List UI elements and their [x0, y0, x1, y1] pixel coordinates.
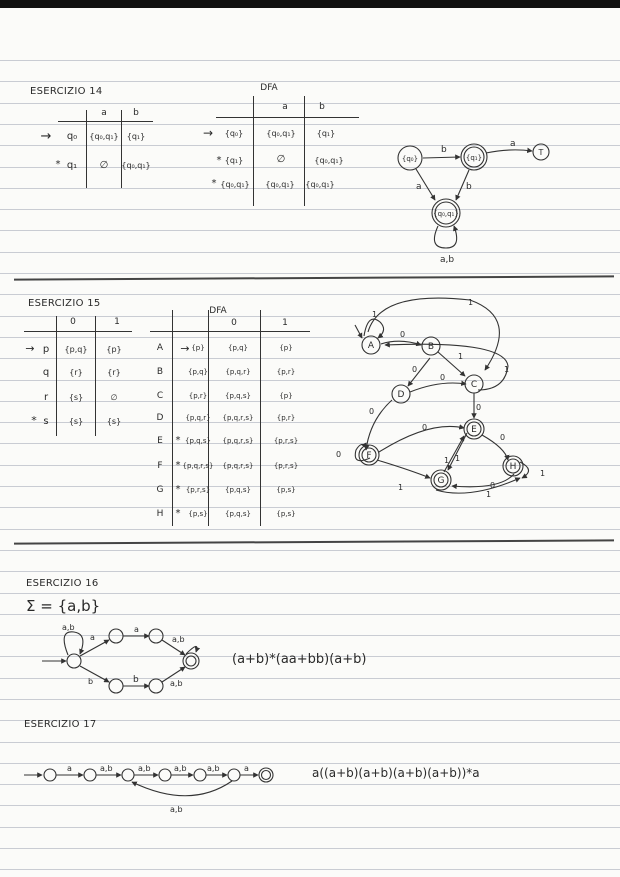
ex15-dfa-header-0: 0 [231, 318, 237, 328]
ex15-edge-label: 0 [500, 433, 506, 442]
ex14-edge-label: b [441, 145, 447, 155]
ex17-back-edge [132, 781, 232, 796]
ex15-nfa-row-mark: → [25, 342, 35, 355]
ex15-dfa-row-name: F [157, 461, 163, 471]
ex15-nfa-cell: {s} [68, 393, 84, 402]
ex14-nfa-state-q1: q₁ [66, 160, 78, 171]
ex15-nfa-row-state: q [42, 367, 50, 378]
ex14-dfa-cell: {q₀,q₁} [265, 180, 295, 189]
ex16-edge-label: a,b [170, 679, 183, 688]
ex15-state-label: D [397, 390, 405, 400]
ex15-state-label: A [367, 341, 375, 351]
ex15-state-label: B [427, 342, 435, 352]
ex15-dfa-row-name: B [156, 367, 164, 377]
ex15-edge-label: 0 [422, 423, 428, 432]
ex15-nfa-cell: {s} [68, 417, 84, 426]
ex17-state [159, 769, 171, 781]
ex15-edge-label: 0 [476, 403, 482, 412]
ex15-edge-label: 1 [458, 352, 464, 361]
ex15-state-label: E [471, 425, 477, 435]
ex14-edge-label: a [510, 139, 516, 149]
ex15-dfa-cell: {p,r} [276, 414, 296, 422]
ex15-dfa-cell: {p,q,r} [225, 368, 251, 376]
ex15-state-label: F [366, 451, 372, 461]
ex15-dfa-row-mark: → [180, 342, 190, 355]
ex15-nfa-cell: {r} [69, 368, 83, 377]
ex17-edge-label: a,b [170, 805, 183, 814]
ex14-state-trap-label: T [538, 148, 544, 157]
ex15-dfa-cell: {p,q,r,s} [222, 437, 254, 445]
ex14-dfa-header-b: b [319, 102, 325, 112]
ex15-dfa-cell: {p,q,s} [225, 510, 251, 518]
ex17-edge-label: a,b [207, 764, 220, 773]
ex15-nfa-header-1: 1 [114, 317, 120, 327]
ex15-state-label: H [509, 462, 517, 472]
ex16-edge-label: a [134, 625, 139, 634]
ex15-dfa-row-state: {p,q,s} [185, 437, 211, 445]
ex14-nfa-cell: ∅ [99, 160, 109, 171]
ex14-nfa-cell: {q₀,q₁} [121, 161, 151, 170]
ex15-nfa-row-state: p [42, 344, 50, 355]
ex15-edge-label: 1 [444, 456, 450, 465]
ex17-state [228, 769, 240, 781]
ex15-dfa-row-name: A [156, 343, 164, 353]
ex15-nfa-cell: {s} [106, 417, 122, 426]
ex16-edge-label: a,b [62, 623, 75, 632]
ex14-edge-label: b [466, 182, 472, 192]
ex14-dfa-final-mark: * [211, 178, 217, 189]
ex16-title: ESERCIZIO 16 [26, 578, 99, 589]
ex15-dfa-row-name: G [156, 485, 164, 495]
ex14-dfa-cell: {q₁} [316, 129, 336, 138]
ex15-edge-label: 0 [490, 481, 496, 490]
ex17-final-state-inner [262, 771, 271, 780]
ex16-edge-label: a [90, 633, 95, 642]
ex15-dfa-row-name: D [156, 413, 164, 423]
ex16-edge-label: b [133, 675, 139, 685]
ex14-state-q0q1-label: {q₀,q₁} [433, 210, 459, 218]
ex15-edge-label: 1 [468, 298, 474, 307]
ex14-dfa-caption: DFA [260, 83, 278, 93]
ex15-edge-label: 1 [486, 490, 492, 499]
ex15-nfa-row-state: s [43, 416, 49, 427]
ex15-edge-label: 1 [540, 469, 546, 478]
ex15-nfa-row-mark: * [31, 414, 37, 427]
ex14-dfa-cell: {q₀,q₁} [266, 129, 296, 138]
ex14-dfa-header-a: a [282, 102, 288, 112]
ex15-dfa-cell: {p,q,s} [225, 392, 251, 400]
ex15-nfa-cell: ∅ [110, 393, 118, 402]
ex15-dfa-row-state: {p,q,r,s} [182, 462, 214, 470]
ex17-state [44, 769, 56, 781]
ex15-dfa-caption: DFA [209, 306, 227, 316]
ex14-state-q1-label: {q₁} [465, 154, 483, 162]
ex15-nfa-row-state: r [43, 392, 49, 403]
ex14-dfa-cell: {q₀,q₁} [314, 156, 344, 165]
ex15-edge-label: 1 [504, 365, 510, 374]
ex15-dfa-cell: {p,s} [276, 510, 296, 518]
ex17-edge-label: a [244, 764, 249, 773]
ex15-title: ESERCIZIO 15 [28, 298, 101, 309]
ex14-dfa-final-mark: * [216, 155, 222, 166]
ex14-dfa-cell: {q₀,q₁} [305, 180, 335, 189]
ex14-dfa-state: {q₀,q₁} [220, 180, 250, 189]
ex16-edge-label: b [88, 677, 94, 686]
ex15-dfa-row-state: {p,q} [187, 368, 209, 376]
ex16-edge-label: a,b [172, 635, 185, 644]
ex16-regex: (a+b)*(aa+bb)(a+b) [232, 652, 367, 667]
ex17-edge-label: a,b [174, 764, 187, 773]
ex15-dfa-row-mark: * [175, 435, 181, 446]
ex15-dfa-cell: {p,r,s} [273, 437, 299, 445]
ex15-edge-label: 0 [400, 330, 406, 339]
ex15-nfa-header-0: 0 [70, 317, 76, 327]
ex15-state-label: C [470, 380, 478, 390]
ex15-dfa-row-name: C [156, 391, 164, 401]
ex17-edge-label: a [67, 764, 72, 773]
ex15-edge-label: 0 [336, 450, 342, 459]
ex17-edge-label: a,b [100, 764, 113, 773]
ex15-dfa-row-name: H [156, 509, 164, 519]
ex15-dfa-row-state: {p,r,s} [185, 486, 211, 494]
ex14-dfa-state: {q₁} [224, 156, 244, 165]
ex15-dfa-cell: {p,s} [276, 486, 296, 494]
ex15-edge-label: 0 [440, 373, 446, 382]
ex15-dfa-row-mark: * [175, 484, 181, 495]
ex14-dfa-cell: ∅ [276, 154, 286, 165]
ex15-nfa-cell: {r} [107, 368, 121, 377]
ex15-dfa-row-state: {p} [191, 344, 205, 352]
ex15-dfa-cell: {p,q,s} [225, 486, 251, 494]
ex17-state [84, 769, 96, 781]
ex15-dfa-cell: {p,r,s} [273, 462, 299, 470]
ex15-dfa-cell: {p,q,r,s} [222, 462, 254, 470]
ex15-dfa-cell: {p} [279, 344, 293, 352]
ex14-nfa-header-a: a [101, 108, 107, 118]
ex15-nfa-cell: {p} [106, 345, 122, 354]
ex15-edge-label: 0 [369, 407, 375, 416]
ex15-nfa-cell: {p,q} [64, 345, 88, 354]
ex14-nfa-state-q0: q₀ [66, 131, 78, 142]
ex15-edge-label: 1 [398, 483, 404, 492]
ex15-state-label: G [437, 476, 445, 486]
ex17-title: ESERCIZIO 17 [24, 719, 97, 730]
ex17-regex: a((a+b)(a+b)(a+b)(a+b))*a [312, 766, 480, 780]
ex15-dfa-header-1: 1 [282, 318, 288, 328]
ex17-edge-label: a,b [138, 764, 151, 773]
ex14-nfa-start-arrow: → [40, 129, 52, 144]
ex14-nfa-header-b: b [133, 108, 139, 118]
ex15-dfa-row-mark: * [175, 508, 181, 519]
ex17-state [122, 769, 134, 781]
ex15-dfa-cell: {p} [279, 392, 293, 400]
ex14-edge-label: a,b [440, 255, 455, 265]
ex14-dfa-state: {q₀} [224, 129, 244, 138]
ex14-nfa-cell: {q₁} [126, 132, 146, 141]
ex17-state [194, 769, 206, 781]
ex14-nfa-cell: {q₀,q₁} [89, 132, 119, 141]
ex15-dfa-row-mark: * [175, 460, 181, 471]
ex15-dfa-row-state: {p,q,r} [185, 414, 211, 422]
ex15-dfa-cell: {p,q,r,s} [222, 414, 254, 422]
ex15-dfa-cell: {p,q} [227, 344, 249, 352]
ex14-dfa-start-arrow: → [202, 126, 214, 140]
ex15-edge-label: 0 [412, 365, 418, 374]
ex15-dfa-row-name: E [157, 436, 163, 446]
ex15-dfa-row-state: {p,s} [188, 510, 208, 518]
ex15-edge-label: 1 [372, 310, 378, 319]
ex14-edge-label: a [416, 182, 422, 192]
ex14-state-q0-label: {q₀} [401, 155, 419, 163]
ex16-alphabet: Σ = {a,b} [26, 597, 101, 615]
ex14-nfa-final-mark: * [55, 159, 61, 170]
ex15-dfa-cell: {p,r} [276, 368, 296, 376]
ex15-edge-label: 1 [455, 454, 461, 463]
ex14-title: ESERCIZIO 14 [30, 86, 103, 97]
ex15-dfa-row-state: {p,r} [188, 392, 208, 400]
